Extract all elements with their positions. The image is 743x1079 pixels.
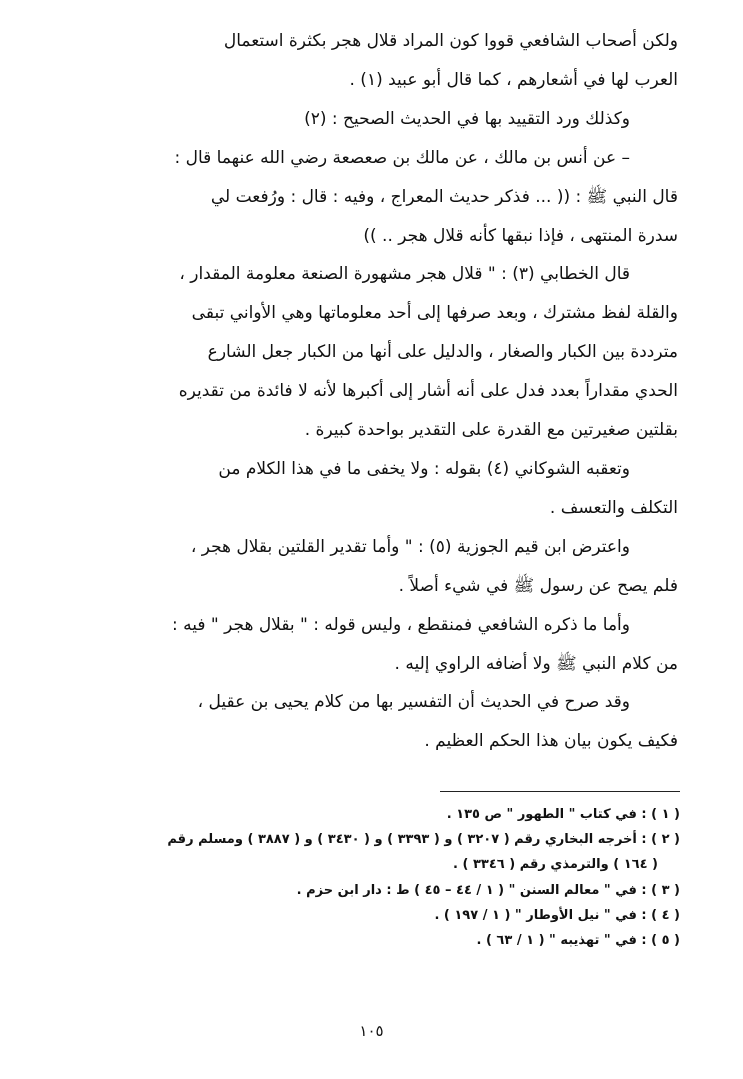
text-line: واعترض ابن قيم الجوزية (٥) : " وأما تقدير القلتين بقلال هجر ، <box>190 536 630 557</box>
text-line: بقلتين صغيرتين مع القدرة على التقدير بواحدة كبيرة . <box>304 420 678 441</box>
main-text <box>100 22 678 761</box>
text-line: الحدي مقداراً بعدد فدل على أنه أشار إلى أكبرها لأنه لا فائدة من تقديره <box>178 381 678 402</box>
footnote: ( ٢ ) : أخرجه البخاري رقم ( ٣٢٠٧ ) و ( ٣٣٩٣ ) و ( ٣٤٣٠ ) و ( ٣٨٨٧ ) ومسلم رقم <box>167 832 680 848</box>
footnote: ( ١ ) : في كتاب " الطهور " ص ١٣٥ . <box>446 807 680 822</box>
text-line: وتعقبه الشوكاني (٤) بقوله : ولا يخفى ما في هذا الكلام من <box>218 458 630 479</box>
text-line: – عن أنس بن مالك ، عن مالك بن صعصعة رضي الله عنهما قال : <box>174 147 630 168</box>
text-line: ولكن أصحاب الشافعي قووا كون المراد قلال هجر بكثرة استعمال <box>223 31 678 51</box>
footnote: ( ٤ ) : في " نيل الأوطار " ( ١ / ١٩٧ ) . <box>434 907 680 923</box>
text-line: سدرة المنتهى ، فإذا نبقها كأنه قلال هجر .. )) <box>363 225 678 246</box>
text-line: فلم يصح عن رسول ﷺ في شيء أصلاً . <box>398 575 678 596</box>
footnote-divider <box>440 791 680 792</box>
text-line: فكيف يكون بيان هذا الحكم العظيم . <box>424 731 678 752</box>
text-line: وأما ما ذكره الشافعي فمنقطع ، وليس قوله : " بقلال هجر " فيه : <box>171 614 630 635</box>
text-line: قال الخطابي (٣) : " قلال هجر مشهورة الصنعة معلومة المقدار ، <box>179 264 630 285</box>
footnotes <box>150 802 680 953</box>
footnote-continuation: ( ١٦٤ ) والترمذي رقم ( ٣٣٤٦ ) . <box>453 857 658 873</box>
text-line: مترددة بين الكبار والصغار ، والدليل على أنها من الكبار جعل الشارع <box>207 342 678 363</box>
footnote: ( ٥ ) : في " تهذيبه " ( ١ / ٦٣ ) . <box>476 933 680 949</box>
text-line: والقلة لفظ مشترك ، وبعد صرفها إلى أحد معلوماتها وهي الأواني تبقى <box>191 303 678 324</box>
page-number: ١٠٥ <box>359 1022 384 1040</box>
footnote: ( ٣ ) : في " معالم السنن " ( ١ / ٤٤ – ٤٥ ) ط : دار ابن حزم . <box>296 882 680 898</box>
text-line: العرب لها في أشعارهم ، كما قال أبو عبيد (١) . <box>349 69 678 90</box>
text-line: التكلف والتعسف . <box>549 497 678 518</box>
text-line: قال النبي ﷺ : (( ... فذكر حديث المعراج ، وفيه : قال : ورُفعت لي <box>210 186 678 207</box>
text-line: من كلام النبي ﷺ ولا أضافه الراوي إليه . <box>394 653 678 674</box>
text-line: وقد صرح في الحديث أن التفسير بها من كلام يحيى بن عقيل ، <box>197 692 630 713</box>
text-line: وكذلك ورد التقييد بها في الحديث الصحيح : (٢) <box>304 108 630 129</box>
